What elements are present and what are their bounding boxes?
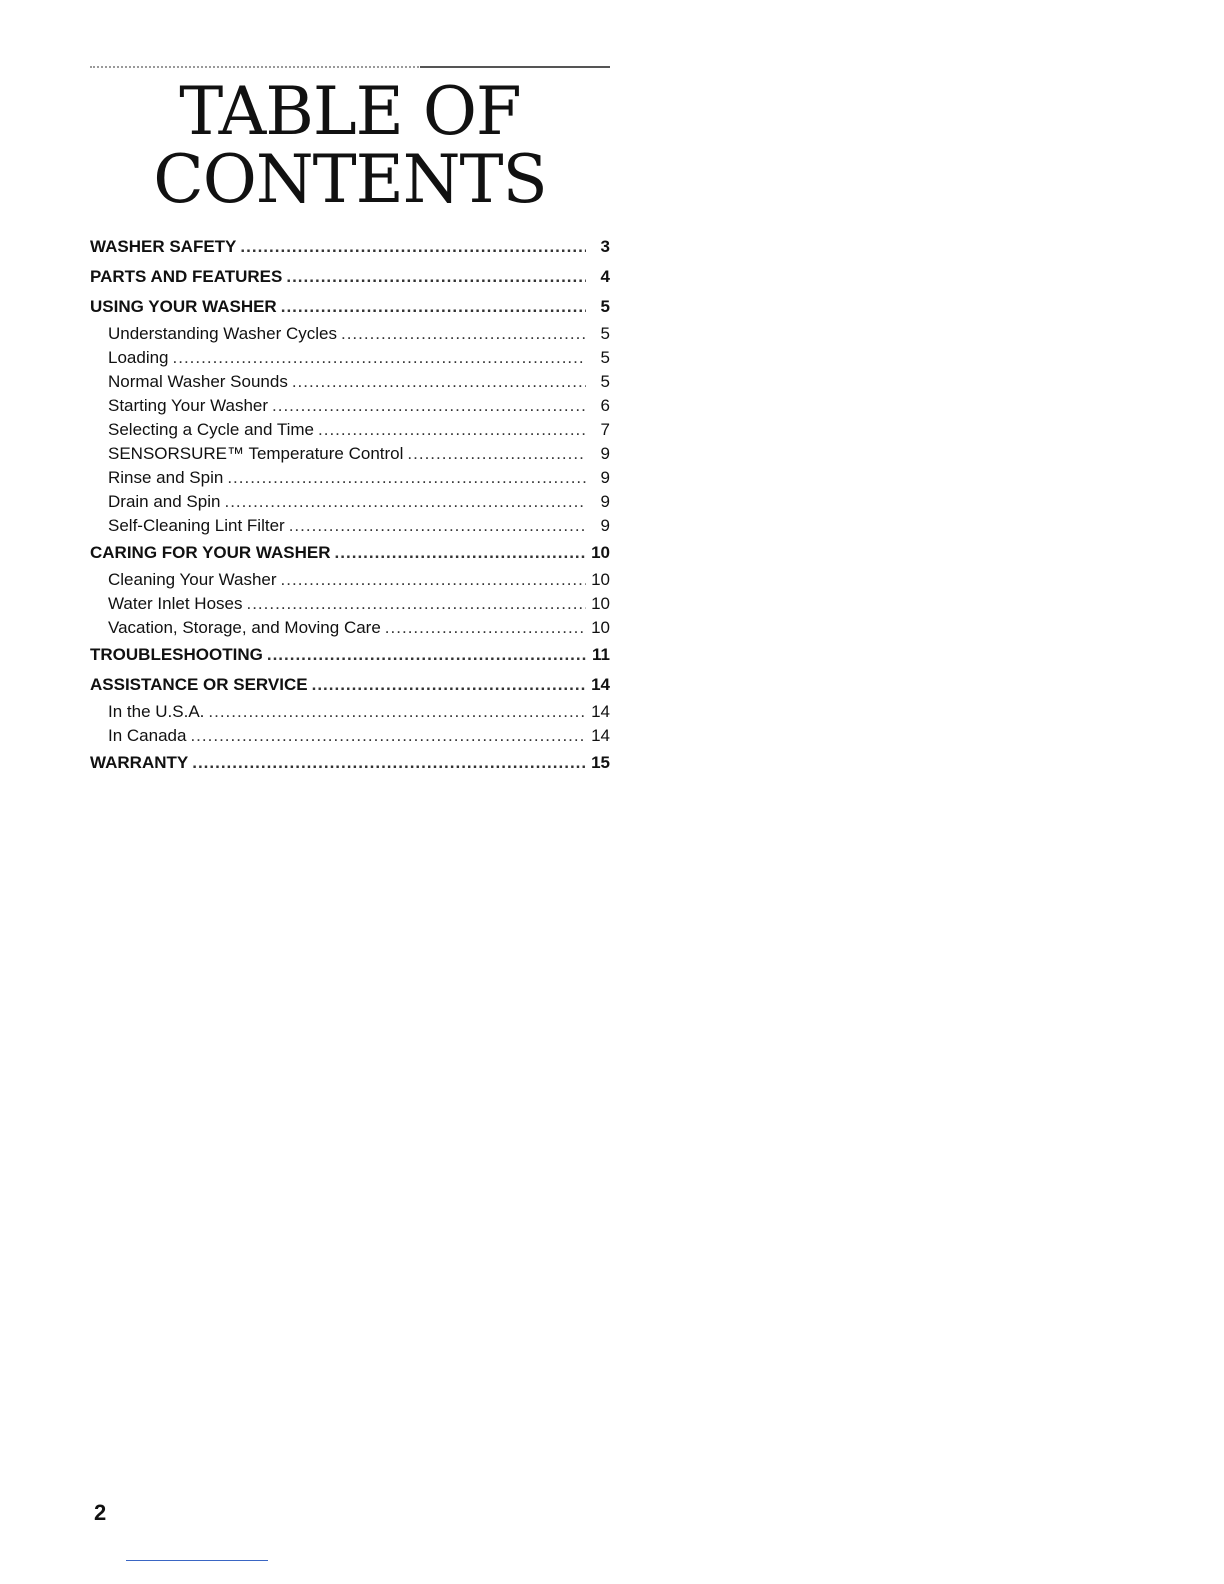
toc-dot-leader (173, 346, 586, 370)
toc-entry-label: TROUBLESHOOTING (90, 645, 263, 664)
page-title-line-2: CONTENTS (153, 141, 547, 218)
toc-entry-page: 9 (600, 492, 610, 511)
toc-entry-page: 4 (600, 267, 610, 286)
toc-entry-page: 11 (592, 645, 610, 664)
page-number: 2 (94, 1500, 107, 1525)
toc-subsection-entry (90, 616, 610, 640)
toc-entry-page: 14 (591, 726, 610, 745)
toc-entry-label: Drain and Spin (108, 492, 221, 511)
toc-entry-label: WARRANTY (90, 753, 189, 772)
toc-entry-page: 10 (591, 543, 610, 562)
toc-dot-leader (341, 322, 586, 346)
toc-entry-label: Starting Your Washer (108, 396, 269, 415)
toc-dot-leader (190, 724, 586, 748)
toc-subsection-entry (90, 418, 610, 442)
toc-entry-page: 5 (600, 348, 610, 367)
toc-subsection-entry (90, 322, 610, 346)
toc-dot-leader (224, 490, 586, 514)
page-title (90, 73, 610, 218)
toc-subsection-entry (90, 700, 610, 724)
toc-dot-leader (281, 292, 586, 322)
toc-section-entry (90, 670, 610, 700)
toc-dot-leader (385, 616, 586, 640)
toc-subsection-entry (90, 490, 610, 514)
toc-subsection-entry (90, 514, 610, 538)
toc-entry-label: Understanding Washer Cycles (108, 324, 337, 343)
toc-section-entry (90, 538, 610, 568)
toc-dot-leader (192, 748, 586, 778)
toc-entry-page: 10 (591, 594, 610, 613)
toc-entry-label: PARTS AND FEATURES (90, 267, 283, 286)
toc-entry-label: SENSORSURE™ Temperature Control (108, 444, 404, 463)
footer-rule (126, 1560, 268, 1561)
toc-section-entry (90, 262, 610, 292)
toc-entry-page: 5 (600, 372, 610, 391)
toc-section-entry (90, 232, 610, 262)
toc-section-entry (90, 748, 610, 778)
toc-subsection-entry (90, 592, 610, 616)
toc-entry-label: Selecting a Cycle and Time (108, 420, 314, 439)
toc-entry-label: Normal Washer Sounds (108, 372, 288, 391)
toc-dot-leader (318, 418, 586, 442)
toc-dot-leader (227, 466, 586, 490)
toc-entry-page: 3 (600, 237, 610, 256)
toc-entry-page: 10 (591, 618, 610, 637)
toc-section-entry (90, 292, 610, 322)
toc-entry-page: 5 (600, 297, 610, 316)
toc-dot-leader (335, 538, 586, 568)
toc-subsection-entry (90, 442, 610, 466)
toc-entry-label: Loading (108, 348, 169, 367)
toc-subsection-entry (90, 370, 610, 394)
toc-entry-label: Vacation, Storage, and Moving Care (108, 618, 381, 637)
toc-dot-leader (267, 640, 586, 670)
toc-entry-page: 14 (591, 675, 610, 694)
toc-dot-leader (240, 232, 586, 262)
toc-entry-page: 6 (600, 396, 610, 415)
toc-entry-page: 9 (600, 444, 610, 463)
toc-dot-leader (246, 592, 586, 616)
toc-dot-leader (286, 262, 586, 292)
toc-subsection-entry (90, 466, 610, 490)
toc-entry-label: Water Inlet Hoses (108, 594, 243, 613)
page-title-line-1: TABLE OF (179, 73, 521, 150)
toc-dot-leader (272, 394, 586, 418)
toc-entry-page: 10 (591, 570, 610, 589)
toc-entry-page: 14 (591, 702, 610, 721)
toc-entry-label: WASHER SAFETY (90, 237, 237, 256)
toc-entry-label: CARING FOR YOUR WASHER (90, 543, 331, 562)
toc-entry-label: ASSISTANCE OR SERVICE (90, 675, 308, 694)
toc-entry-label: In the U.S.A. (108, 702, 205, 721)
table-of-contents (90, 232, 610, 778)
header-rule-solid (420, 66, 610, 68)
toc-entry-page: 9 (600, 516, 610, 535)
toc-entry-label: Self-Cleaning Lint Filter (108, 516, 285, 535)
toc-entry-page: 5 (600, 324, 610, 343)
toc-dot-leader (289, 514, 586, 538)
toc-entry-page: 15 (591, 753, 610, 772)
toc-dot-leader (208, 700, 586, 724)
toc-subsection-entry (90, 346, 610, 370)
toc-entry-page: 7 (600, 420, 610, 439)
toc-dot-leader (281, 568, 586, 592)
toc-subsection-entry (90, 568, 610, 592)
toc-entry-label: USING YOUR WASHER (90, 297, 277, 316)
toc-subsection-entry (90, 724, 610, 748)
toc-entry-page: 9 (600, 468, 610, 487)
toc-entry-label: In Canada (108, 726, 187, 745)
toc-entry-label: Cleaning Your Washer (108, 570, 277, 589)
toc-dot-leader (407, 442, 586, 466)
toc-dot-leader (312, 670, 586, 700)
toc-dot-leader (292, 370, 586, 394)
toc-subsection-entry (90, 394, 610, 418)
toc-entry-label: Rinse and Spin (108, 468, 224, 487)
toc-section-entry (90, 640, 610, 670)
